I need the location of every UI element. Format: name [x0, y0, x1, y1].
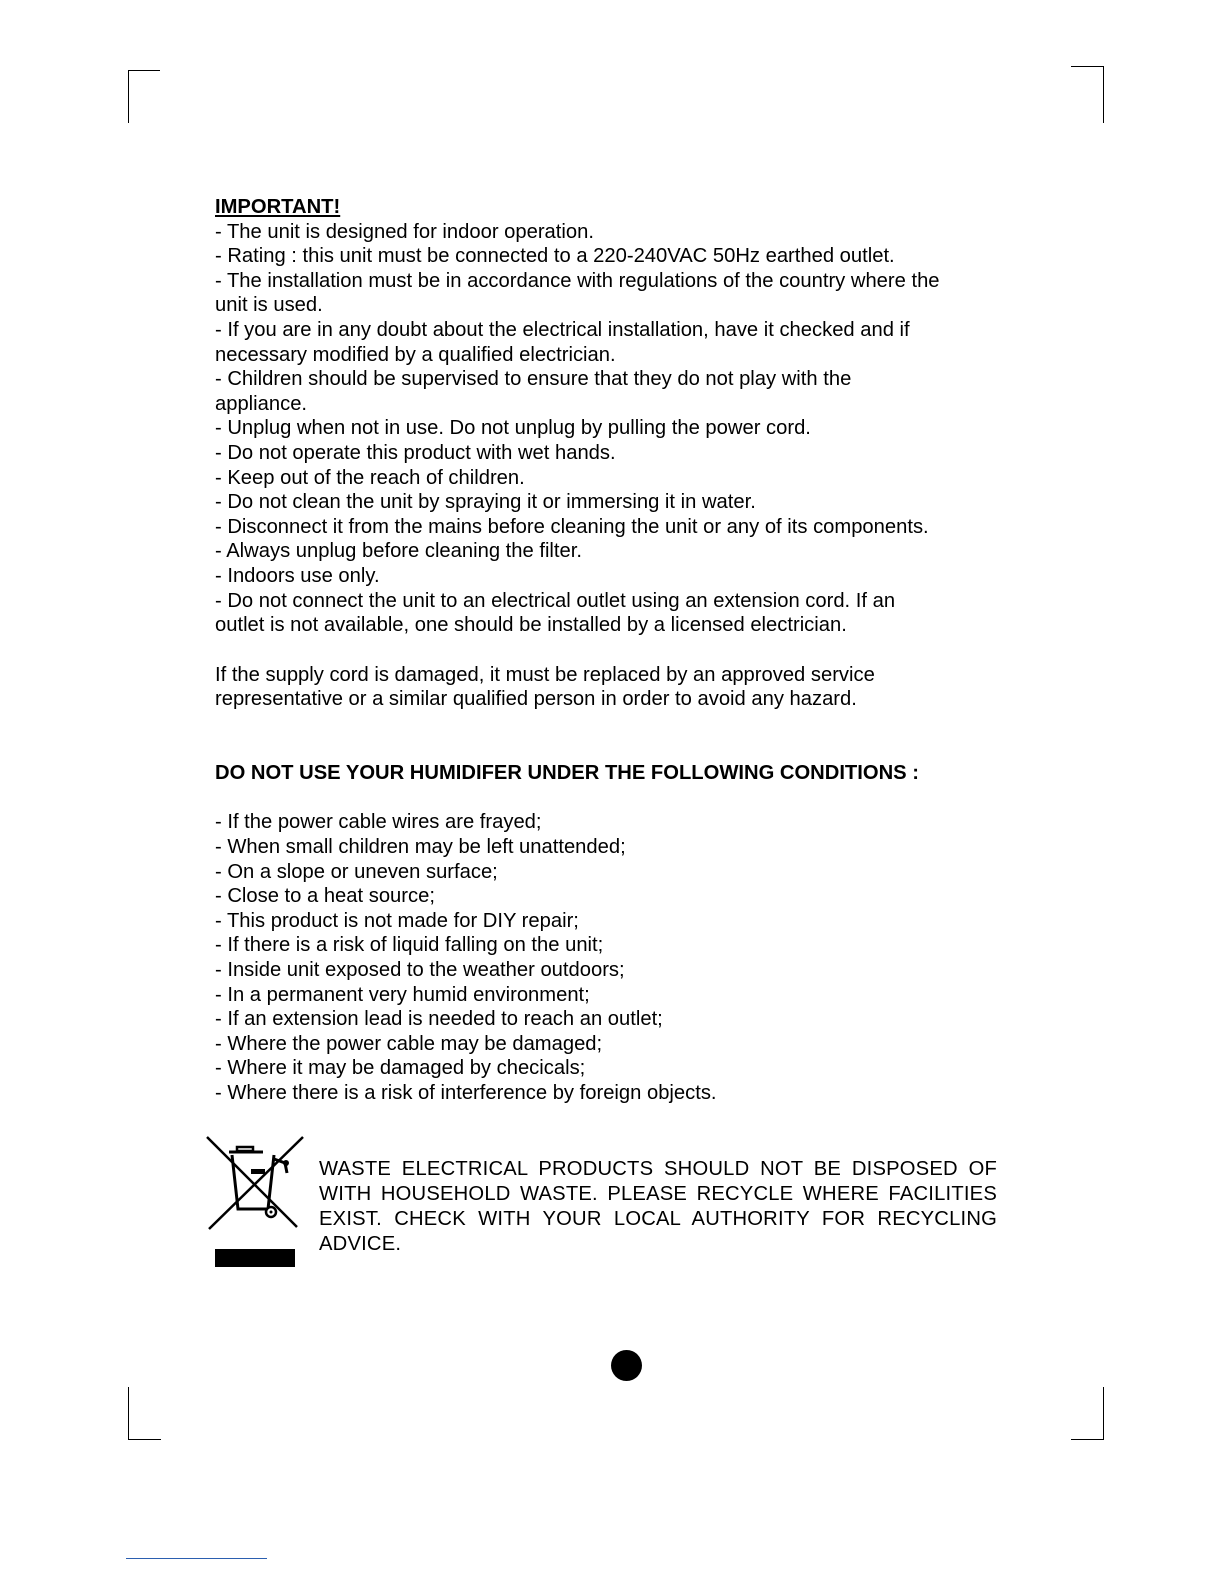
important-line: - Always unplug before cleaning the filter.	[215, 540, 582, 563]
condition-item: - This product is not made for DIY repair;	[215, 909, 579, 932]
important-list	[215, 220, 1005, 638]
important-line: necessary modified by a qualified electrician.	[215, 343, 616, 366]
crossed-out-wheelie-bin-icon	[205, 1135, 305, 1235]
footer-rule	[126, 1558, 267, 1559]
conditions-list	[215, 810, 1005, 1105]
crop-mark-top-left-vertical	[128, 70, 129, 123]
condition-item: - If the power cable wires are frayed;	[215, 811, 542, 834]
crop-mark-bottom-left-horizontal	[128, 1439, 161, 1440]
important-line: - The installation must be in accordance with regulations of the country where the	[215, 269, 940, 292]
weee-black-bar	[215, 1249, 295, 1267]
important-line: - Do not connect the unit to an electrical outlet using an extension cord. If an	[215, 589, 896, 612]
condition-item: - If there is a risk of liquid falling on the unit;	[215, 934, 604, 957]
important-line: - The unit is designed for indoor operation.	[215, 220, 594, 243]
crop-mark-top-right-horizontal	[1071, 66, 1104, 67]
weee-recycling-text: WASTE ELECTRICAL PRODUCTS SHOULD NOT BE DISPOSED OF WITH HOUSEHOLD WASTE. PLEASE RECYCLE WHERE FACILITIES EXIST. CHECK WITH YOUR LOCAL AUTHORITY FOR RECYCLING ADVICE.	[319, 1158, 997, 1255]
crop-mark-bottom-right-horizontal	[1071, 1439, 1104, 1440]
weee-notice	[205, 1135, 1005, 1275]
condition-item: - When small children may be left unattended;	[215, 836, 626, 859]
page-marker-dot	[611, 1350, 642, 1381]
condition-item: - If an extension lead is needed to reach an outlet;	[215, 1008, 663, 1031]
important-line: - Do not operate this product with wet hands.	[215, 441, 616, 464]
supply-cord-line: representative or a similar qualified person in order to avoid any hazard.	[215, 688, 857, 711]
important-line: - Do not clean the unit by spraying it or immersing it in water.	[215, 491, 756, 514]
crop-mark-bottom-left-vertical	[128, 1387, 129, 1440]
document-body	[215, 195, 1005, 1106]
important-line: unit is used.	[215, 294, 323, 317]
condition-item: - Where there is a risk of interference by foreign objects.	[215, 1082, 717, 1104]
condition-item: - Where the power cable may be damaged;	[215, 1032, 603, 1055]
important-line: - Rating : this unit must be connected to a 220-240VAC 50Hz earthed outlet.	[215, 245, 895, 268]
important-line: - If you are in any doubt about the electrical installation, have it checked and if	[215, 318, 910, 341]
supply-cord-line: If the supply cord is damaged, it must be replaced by an approved service	[215, 663, 875, 686]
important-line: - Keep out of the reach of children.	[215, 466, 525, 489]
conditions-heading: DO NOT USE YOUR HUMIDIFER UNDER THE FOLLOWING CONDITIONS :	[215, 761, 919, 784]
important-line: outlet is not available, one should be installed by a licensed electrician.	[215, 614, 847, 637]
crop-mark-top-right-vertical	[1103, 66, 1104, 123]
condition-item: - Where it may be damaged by checicals;	[215, 1057, 586, 1080]
crop-mark-top-left-horizontal	[128, 70, 160, 71]
important-line: - Indoors use only.	[215, 564, 380, 587]
important-line: - Unplug when not in use. Do not unplug by pulling the power cord.	[215, 417, 811, 440]
condition-item: - Close to a heat source;	[215, 885, 435, 908]
important-line: appliance.	[215, 392, 308, 415]
condition-item: - In a permanent very humid environment;	[215, 983, 590, 1006]
important-line: - Children should be supervised to ensure that they do not play with the	[215, 368, 852, 391]
supply-cord-paragraph	[215, 663, 1005, 712]
condition-item: - Inside unit exposed to the weather outdoors;	[215, 959, 625, 982]
crop-mark-bottom-right-vertical	[1103, 1387, 1104, 1440]
important-heading: IMPORTANT!	[215, 196, 341, 218]
important-line: - Disconnect it from the mains before cleaning the unit or any of its components.	[215, 515, 929, 538]
condition-item: - On a slope or uneven surface;	[215, 860, 498, 883]
